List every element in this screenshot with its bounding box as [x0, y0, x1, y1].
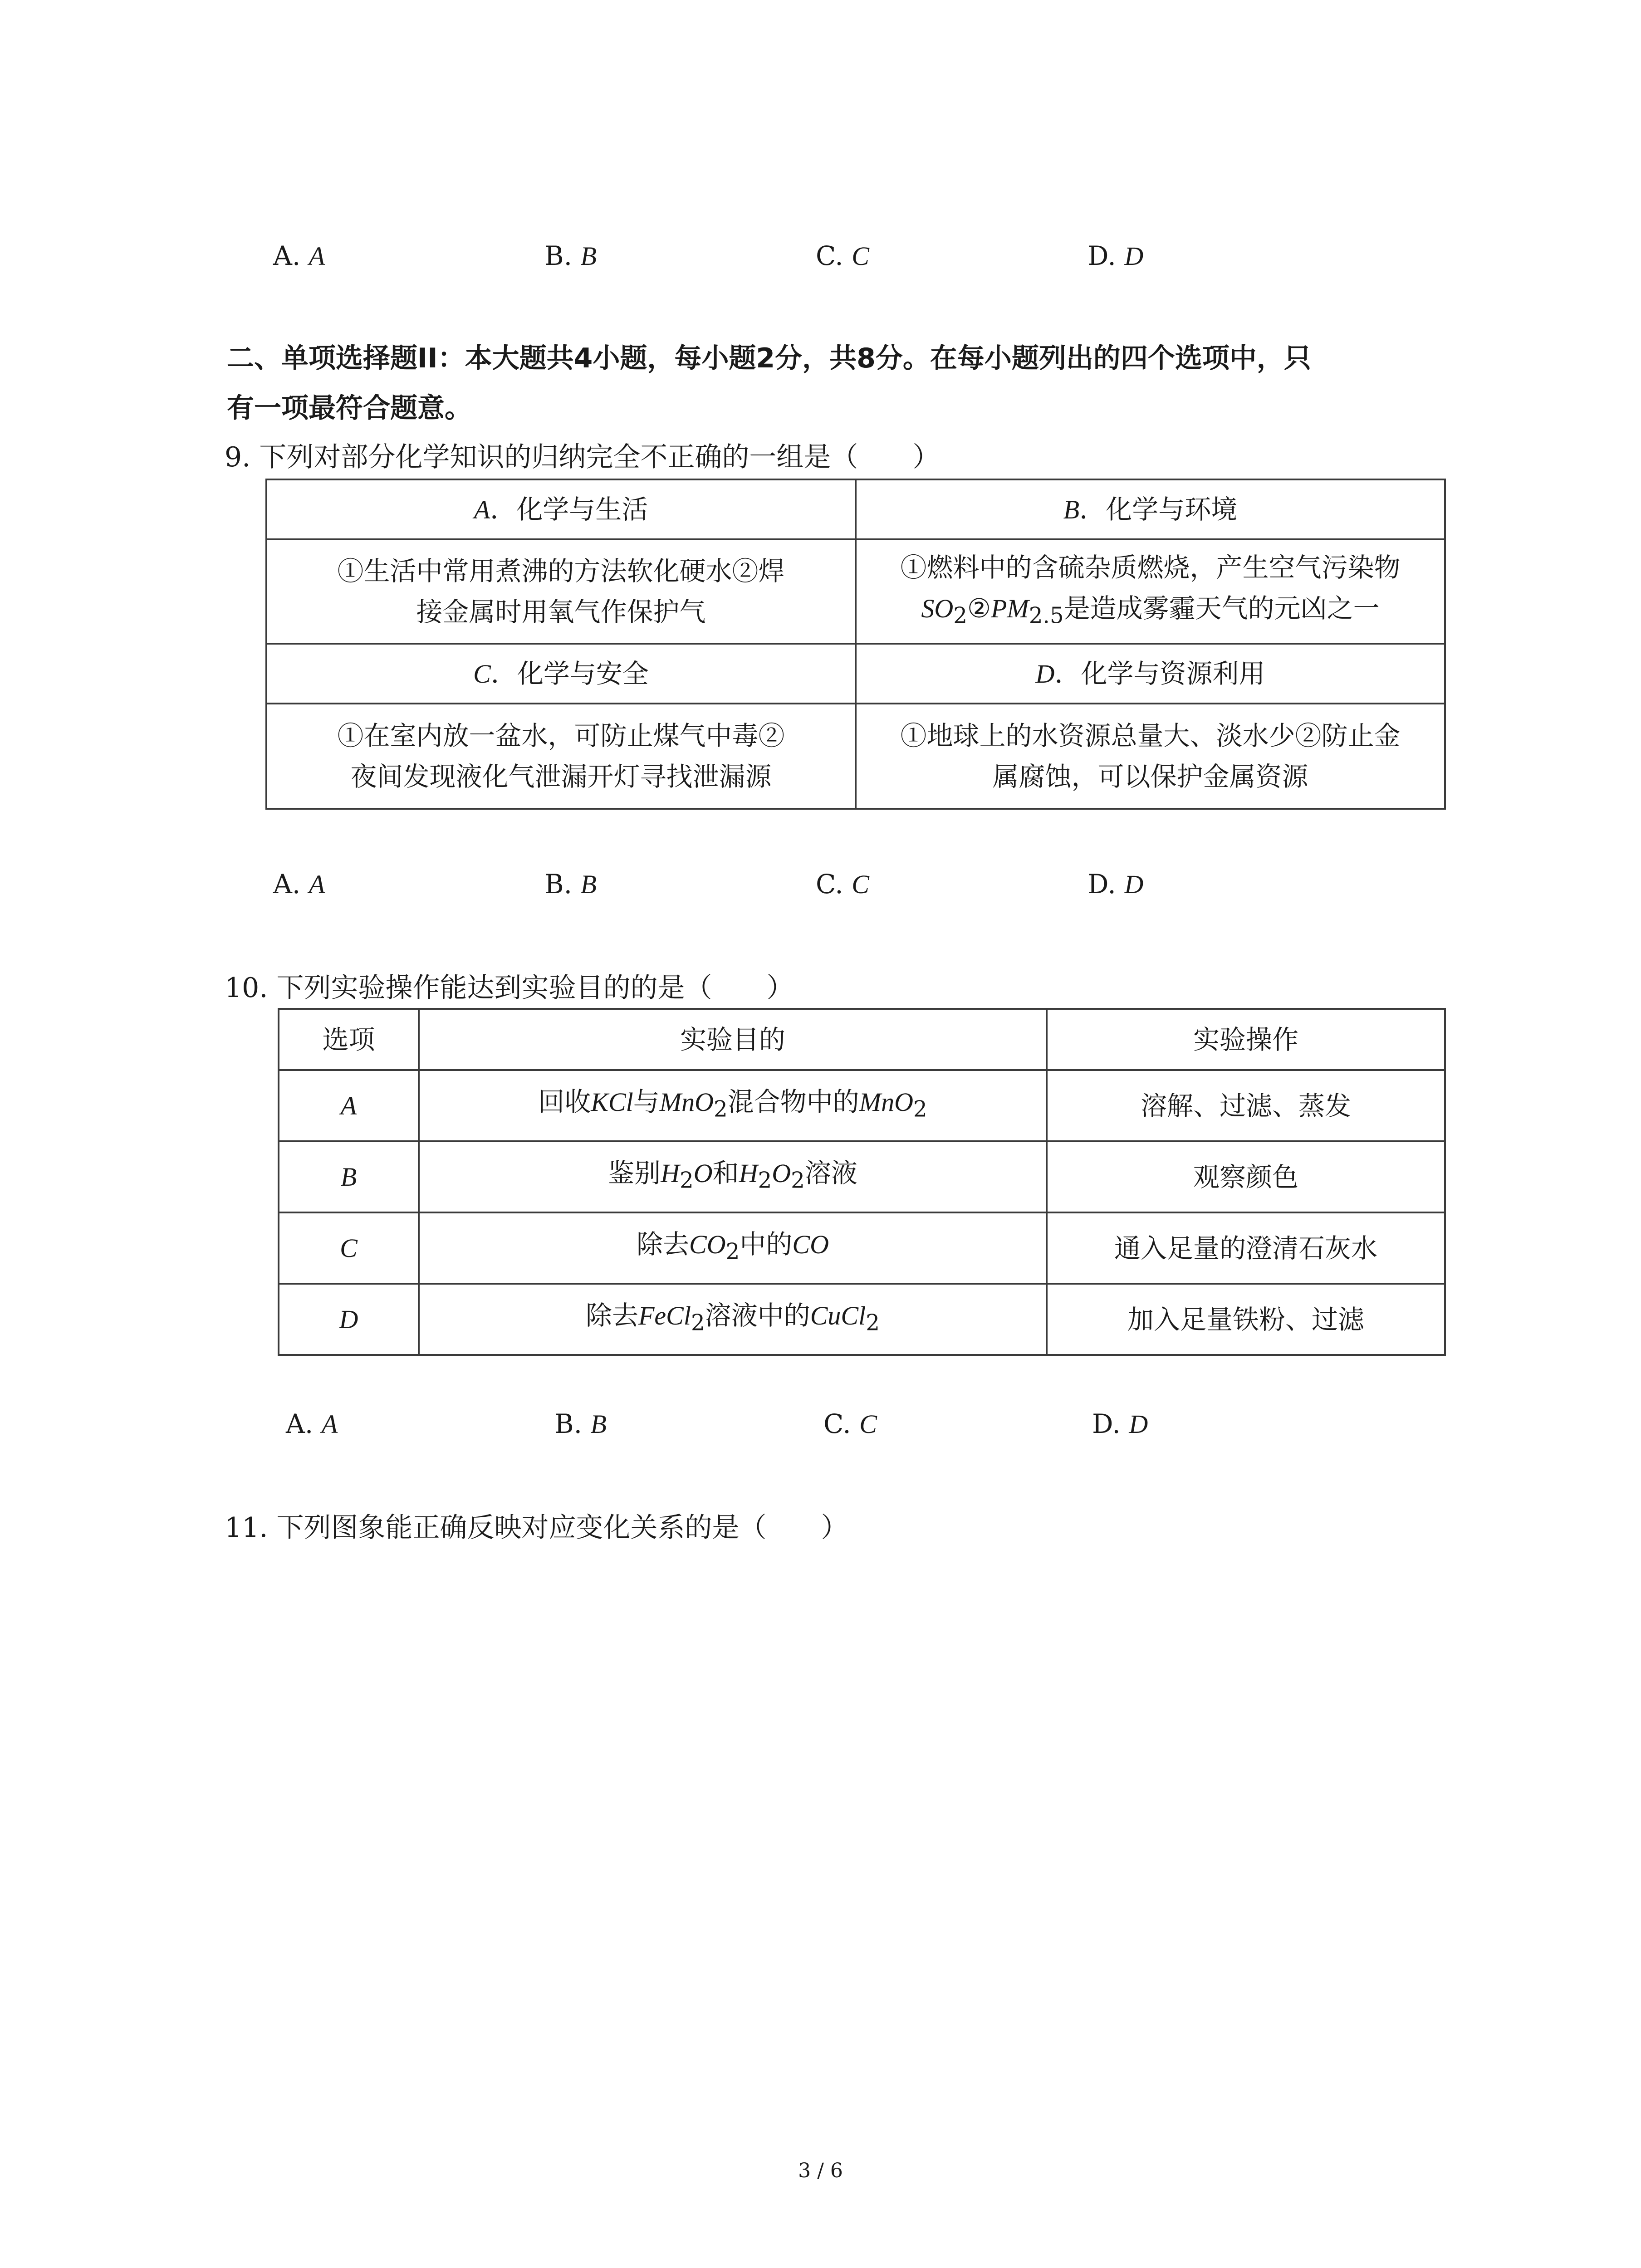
- q9-cell-b-title: B．化学与环境: [856, 479, 1445, 539]
- option-value: B: [580, 241, 597, 271]
- option-label: C.: [816, 240, 843, 271]
- table-row: [279, 1070, 1445, 1141]
- q10-row-c-key: C: [279, 1212, 419, 1284]
- q9-cell-c-content: ①在室内放一盆水，可防止煤气中毒② 夜间发现液化气泄漏开灯寻找泄漏源: [266, 704, 856, 809]
- q9-cell-d-title: D．化学与资源利用: [856, 644, 1445, 704]
- option-value: A: [321, 1409, 338, 1439]
- q9-stem: 9. 下列对部分化学知识的归纳完全不正确的一组是（ ）: [225, 441, 940, 473]
- q10-option-d[interactable]: [1092, 1408, 1148, 1439]
- q10-table: [278, 1008, 1446, 1356]
- q8-option-b[interactable]: [544, 240, 597, 271]
- q8-option-d[interactable]: [1087, 240, 1143, 271]
- option-label: A.: [273, 869, 301, 899]
- q10-row-d-key: D: [279, 1284, 419, 1355]
- q9-cell-d-content: ①地球上的水资源总量大、淡水少②防止金 属腐蚀，可以保护金属资源: [856, 704, 1445, 809]
- q9-option-b[interactable]: [544, 869, 597, 899]
- q10-header-operation: 实验操作: [1047, 1009, 1445, 1070]
- table-row: [279, 1212, 1445, 1284]
- option-label: C.: [823, 1408, 851, 1439]
- option-label: A.: [273, 240, 301, 271]
- q10-row-c-purpose: 除去$CO_2$中的CO: [419, 1212, 1047, 1284]
- q10-row-a-purpose: 回收KCl与MnO$_2$混合物中的MnO$_2$: [419, 1070, 1047, 1141]
- q9-cell-b-content: ①燃料中的含硫杂质燃烧，产生空气污染物 $SO_2②PM_{2.5}$是造成雾霾天气的元凶之一: [856, 539, 1445, 644]
- option-label: A.: [286, 1408, 314, 1439]
- q10-row-a-key: A: [279, 1070, 419, 1141]
- section-heading-line1: 二、单项选择题II：本大题共4小题，每小题2分，共8分。在每小题列出的四个选项中，只: [227, 342, 1311, 374]
- option-label: D.: [1092, 1408, 1121, 1439]
- q10-option-b[interactable]: [554, 1408, 607, 1439]
- option-label: C.: [816, 869, 843, 899]
- q10-row-d-operation: 加入足量铁粉、过滤: [1047, 1284, 1445, 1355]
- q9-cell-a-title: A．化学与生活: [266, 479, 856, 539]
- q10-header-purpose: 实验目的: [419, 1009, 1047, 1070]
- q10-row-a-operation: 溶解、过滤、蒸发: [1047, 1070, 1445, 1141]
- table-row: [279, 1141, 1445, 1212]
- section-heading: [227, 333, 1452, 433]
- q11-stem: 11. 下列图象能正确反映对应变化关系的是（ ）: [225, 1512, 848, 1544]
- q10-row-b-operation: 观察颜色: [1047, 1141, 1445, 1212]
- q10-option-c[interactable]: [823, 1408, 877, 1439]
- option-label: B.: [544, 240, 573, 271]
- option-value: D: [1124, 241, 1144, 271]
- q9-cell-a-content: ①生活中常用煮沸的方法软化硬水②焊 接金属时用氧气作保护气: [266, 539, 856, 644]
- q10-row-b-key: B: [279, 1141, 419, 1212]
- q10-row-b-purpose: 鉴别$H_2O$和$H_2O_2$溶液: [419, 1141, 1047, 1212]
- option-value: D: [1129, 1409, 1148, 1439]
- option-value: D: [1124, 870, 1144, 899]
- q10-row-c-operation: 通入足量的澄清石灰水: [1047, 1212, 1445, 1284]
- option-value: B: [580, 870, 597, 899]
- q9-table: [265, 479, 1446, 810]
- option-value: C: [852, 241, 869, 271]
- section-heading-line2: 有一项最符合题意。: [227, 392, 472, 424]
- option-label: B.: [554, 1408, 583, 1439]
- q10-row-d-purpose: 除去FeCl$_2$溶液中的CuCl$_2$: [419, 1284, 1047, 1355]
- q10-stem: 10. 下列实验操作能达到实验目的的是（ ）: [225, 972, 794, 1004]
- option-value: A: [309, 241, 325, 271]
- table-row: [279, 1284, 1445, 1355]
- q9-cell-c-title: C．化学与安全: [266, 644, 856, 704]
- option-label: B.: [544, 869, 573, 899]
- q10-option-a[interactable]: [286, 1408, 338, 1439]
- q9-option-c[interactable]: [816, 869, 869, 899]
- q9-option-a[interactable]: [273, 869, 325, 899]
- page-number: 3 / 6: [798, 2159, 843, 2182]
- q10-header-option: 选项: [279, 1009, 419, 1070]
- option-value: C: [859, 1409, 877, 1439]
- option-value: B: [590, 1409, 607, 1439]
- q8-option-a[interactable]: [273, 240, 325, 271]
- option-value: A: [309, 870, 325, 899]
- q9-option-d[interactable]: [1087, 869, 1143, 899]
- option-label: D.: [1087, 869, 1116, 899]
- q8-option-c[interactable]: [816, 240, 869, 271]
- option-label: D.: [1087, 240, 1116, 271]
- option-value: C: [852, 870, 869, 899]
